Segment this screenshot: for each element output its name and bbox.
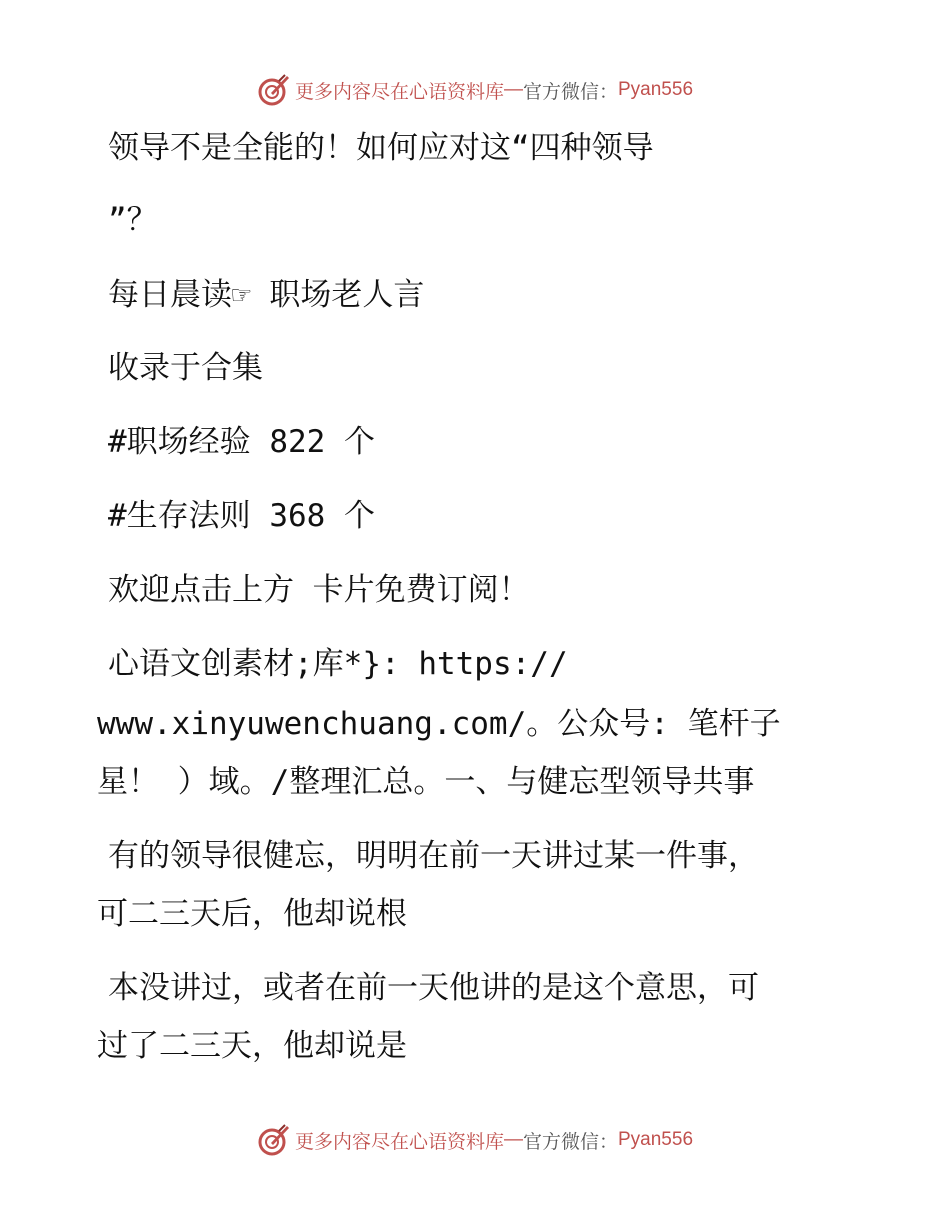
paragraph-2-line-1: 本没讲过，或者在前一天他讲的是这个意思，可 (108, 970, 759, 1006)
source-line-2: www.xinyuwenchuang.com/。公众号: 笔杆子 (97, 706, 781, 742)
quill-seal-icon (257, 1123, 291, 1157)
watermark-wechat-id: Pyan556 (618, 1129, 694, 1150)
paragraph-1-line-2: 可二三天后，他却说根 (97, 896, 407, 932)
title-line-1: 领导不是全能的！如何应对这“四种领导 (108, 130, 654, 166)
watermark-dash: — (503, 1129, 523, 1150)
source-line-3: 星！ ）域。/整理汇总。一、与健忘型领导共事 (97, 764, 755, 800)
watermark-official-label: 官方微信： (522, 80, 618, 103)
title-line-2: ”？ (108, 202, 158, 238)
author-line: 每日晨读☞ 职场老人言 (108, 277, 425, 313)
tag-line-2: #生存法则 368 个 (108, 498, 375, 534)
source-line-1: 心语文创素材;库*}: https:// (108, 646, 568, 682)
watermark-dash: — (503, 79, 523, 100)
paragraph-2-line-2: 过了二三天，他却说是 (97, 1028, 407, 1064)
collection-label: 收录于合集 (108, 350, 263, 386)
footer-watermark (0, 1120, 950, 1160)
subscribe-line: 欢迎点击上方 卡片免费订阅！ (108, 572, 530, 608)
watermark-text: 更多内容尽在心语资料库 (294, 1130, 504, 1153)
paragraph-1-line-1: 有的领导很健忘，明明在前一天讲过某一件事， (108, 838, 759, 874)
watermark-wechat-id: Pyan556 (618, 79, 694, 100)
watermark-text: 更多内容尽在心语资料库 (294, 80, 504, 103)
watermark-official-label: 官方微信： (522, 1130, 618, 1153)
quill-seal-icon (257, 73, 291, 107)
tag-line-1: #职场经验 822 个 (108, 424, 375, 460)
header-watermark (0, 70, 950, 110)
